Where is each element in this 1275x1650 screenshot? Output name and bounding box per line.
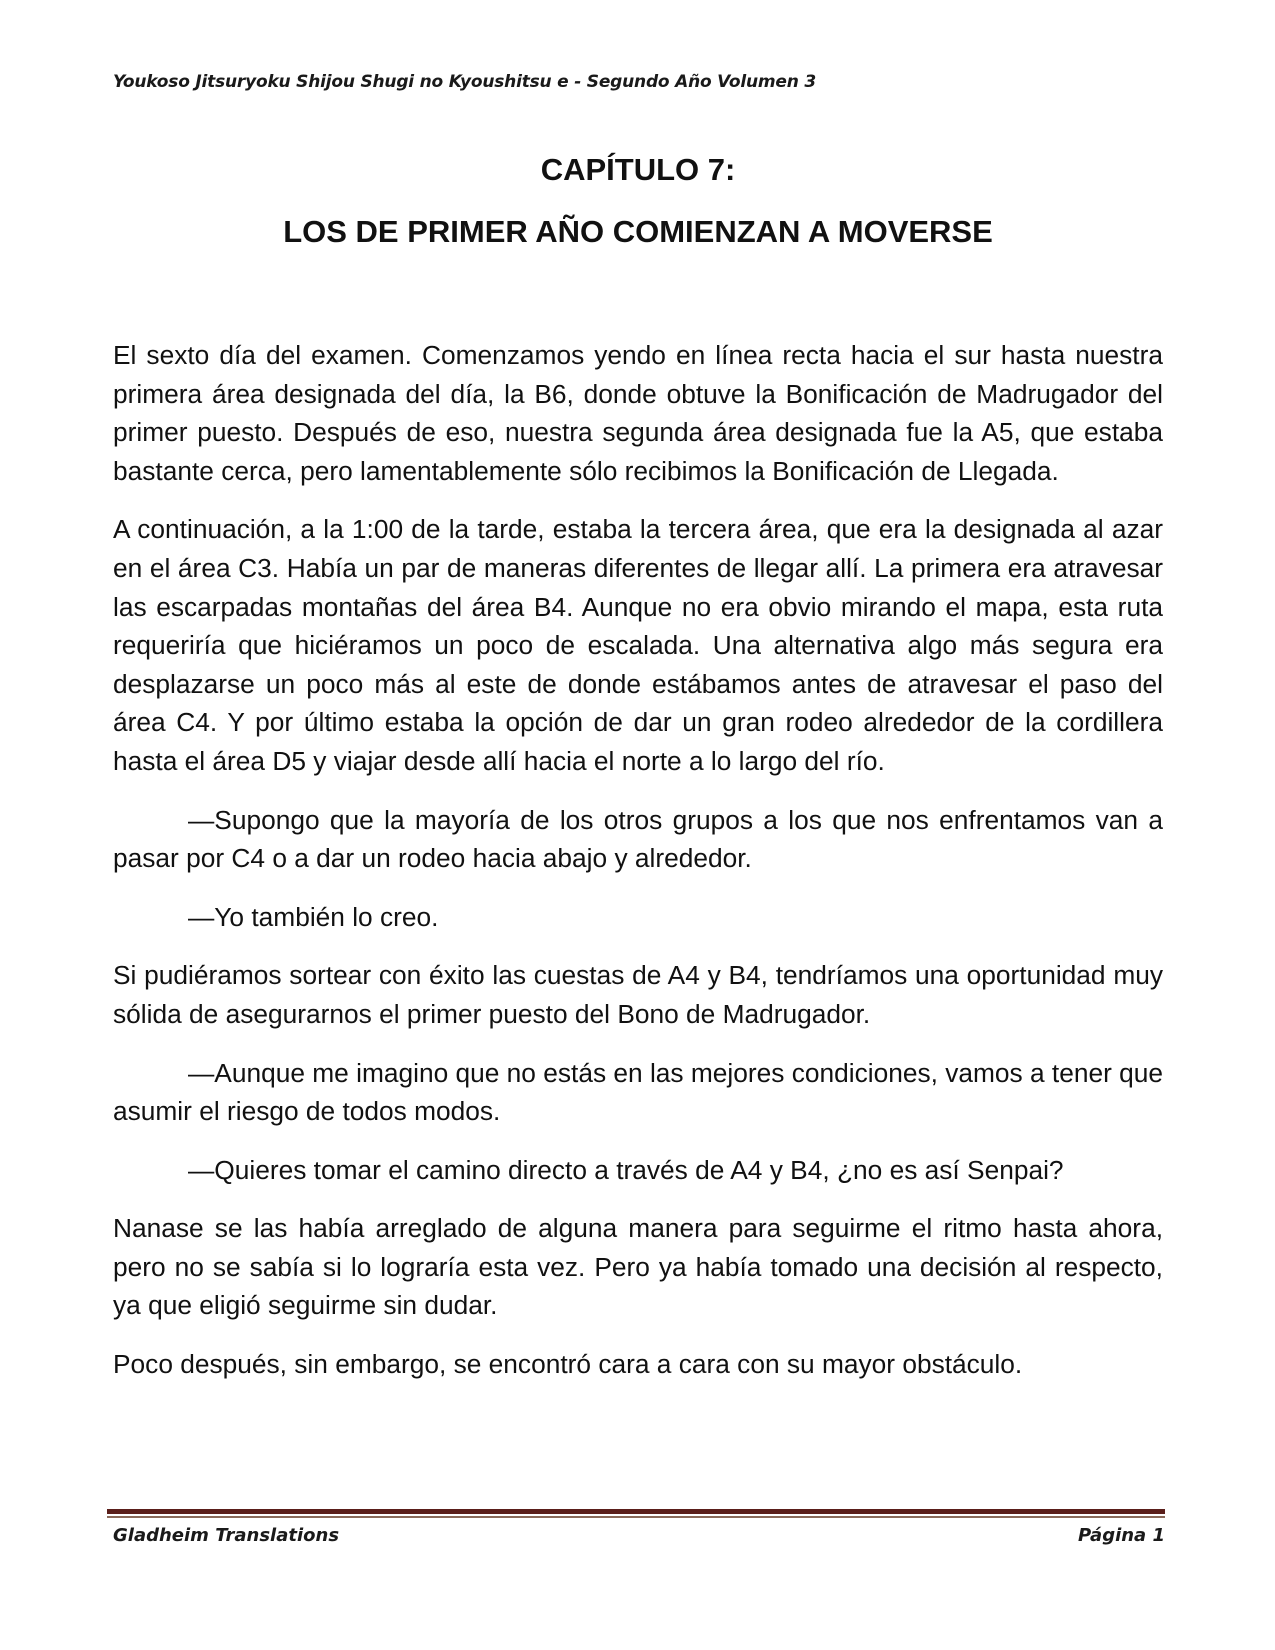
paragraph: Si pudiéramos sortear con éxito las cuestas de A4 y B4, tendríamos una oportunidad muy sólida de asegurarnos el primer puesto del Bono de Madrugador. — [113, 960, 1163, 1029]
footer-divider-thin — [107, 1516, 1165, 1518]
footer-publisher: Gladheim Translations — [113, 1525, 340, 1546]
footer-page-number: Página 1 — [1078, 1525, 1165, 1546]
dialogue-paragraph: —Supongo que la mayoría de los otros grupos a los que nos enfrentamos van a pasar por C4 o a dar un rodeo hacia abajo y alrededor. — [113, 804, 1163, 874]
paragraph: Nanase se las había arreglado de alguna manera para seguirme el ritmo hasta ahora, pero no se sabía si lo lograría esta vez. Pero ya había tomado una decisión al respecto, ya que eligió seguirme sin dudar. — [113, 1213, 1163, 1321]
chapter-number: CAPÍTULO 7: — [540, 152, 736, 187]
paragraph: Poco después, sin embargo, se encontró cara a cara con su mayor obstáculo. — [113, 1349, 1023, 1380]
footer-divider-thick — [107, 1509, 1165, 1514]
footer-divider — [107, 1509, 1165, 1518]
dialogue-paragraph: —Quieres tomar el camino directo a través de A4 y B4, ¿no es así Senpai? — [188, 1154, 1064, 1185]
paragraph: El sexto día del examen. Comenzamos yendo en línea recta hacia el sur hasta nuestra primera área designada del día, la B6, donde obtuve la Bonificación de Madrugador del primer puesto. Después de eso, nuestra segunda área designada fue la A5, que estaba bastante cerca, pero lamentablemente sólo recibimos la Bonificación de Llegada. — [113, 340, 1163, 486]
paragraph: A continuación, a la 1:00 de la tarde, estaba la tercera área, que era la designada al azar en el área C3. Había un par de maneras diferentes de llegar allí. La primera era atravesar las escarpadas montañas del área B4. Aunque no era obvio mirando el mapa, esta ruta requeriría que hiciéramos un poco de escalada. Una alternativa algo más segura era desplazarse un poco más al este de donde estábamos antes de atravesar el paso del área C4. Y por último estaba la opción de dar un gran rodeo alrededor de la cordillera hasta el área D5 y viajar desde allí hacia el norte a lo largo del río. — [113, 514, 1163, 776]
dialogue-paragraph: —Yo también lo creo. — [188, 901, 439, 932]
chapter-body — [113, 336, 1163, 1404]
dialogue-paragraph: —Aunque me imagino que no estás en las mejores condiciones, vamos a tener que asumir el riesgo de todos modos. — [113, 1057, 1164, 1127]
running-header: Youkoso Jitsuryoku Shijou Shugi no Kyoushitsu e - Segundo Año Volumen 3 — [113, 72, 816, 92]
chapter-title: LOS DE PRIMER AÑO COMIENZAN A MOVERSE — [283, 214, 993, 249]
